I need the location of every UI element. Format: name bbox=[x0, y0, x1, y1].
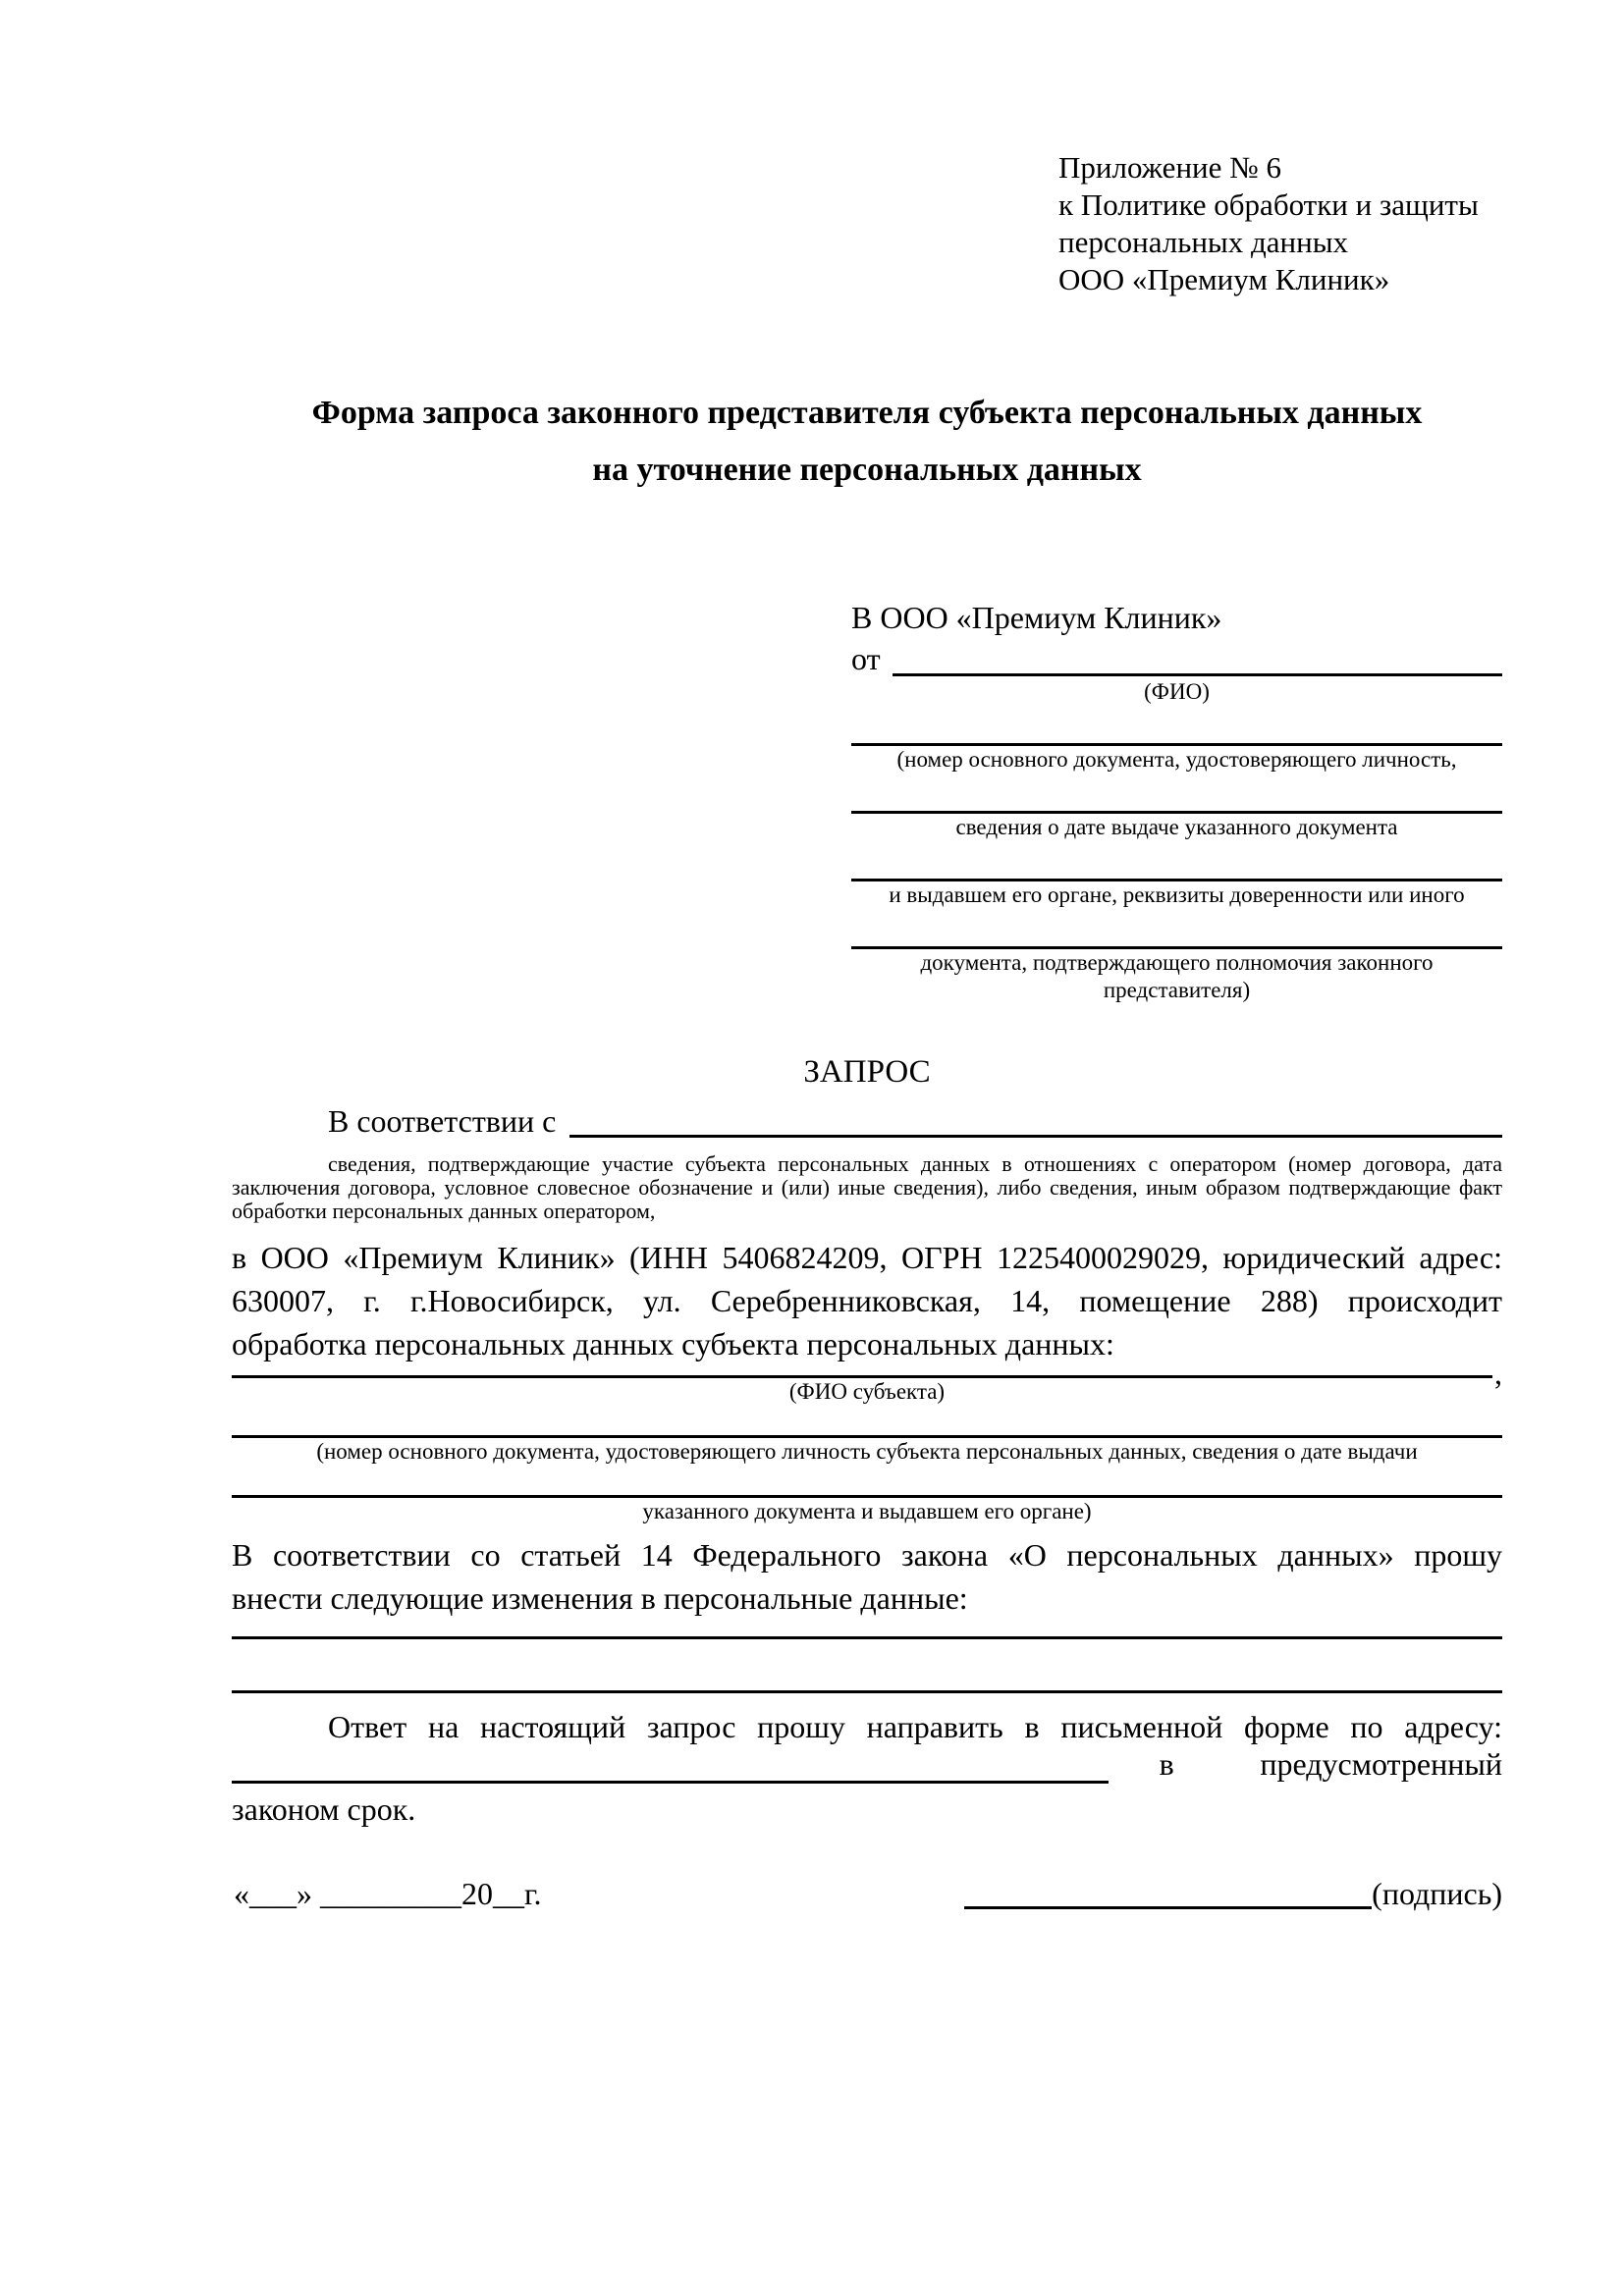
appendix-block bbox=[1058, 149, 1502, 298]
appendix-line: Приложение № 6 bbox=[1058, 150, 1281, 185]
changes-fill-line-2 bbox=[232, 1639, 1502, 1693]
subject-document-fill-line bbox=[232, 1406, 1502, 1438]
fineprint-line: обработки персональных данных оператором, bbox=[232, 1199, 656, 1223]
from-label: от bbox=[851, 641, 881, 676]
article14-paragraph bbox=[232, 1533, 1502, 1620]
reply-address-fill-line bbox=[232, 1748, 1109, 1784]
authority-document-caption: документа, подтверждающего полномочия законного представителя) bbox=[920, 950, 1434, 1002]
operator-line: 630007, г. г.Новосибирск, ул. Серебренниковская, 14, помещение 288) происходит bbox=[232, 1283, 1502, 1318]
issue-date-caption: сведения о дате выдаче указанного документа bbox=[955, 815, 1398, 839]
subject-fio-caption: (ФИО субъекта) bbox=[788, 1379, 946, 1404]
subject-name-comma: , bbox=[1494, 1356, 1502, 1391]
subject-name-row bbox=[232, 1356, 1502, 1391]
operator-line: в ООО «Премиум Клиник» (ИНН 5406824209, ОГРН 1225400029029, юридический адрес: bbox=[232, 1240, 1502, 1275]
appendix-line: к Политике обработки и защиты bbox=[1058, 187, 1479, 222]
from-row bbox=[851, 639, 1502, 678]
issuing-authority-fill-line bbox=[851, 841, 1502, 881]
signature-group bbox=[964, 1874, 1502, 1913]
accordance-fill-line bbox=[569, 1101, 1502, 1138]
appendix-line: ООО «Премиум Клиник» bbox=[1058, 262, 1390, 296]
addressee-to: В ООО «Премиум Клиник» bbox=[851, 600, 1222, 635]
subject-document-caption: (номер основного документа, удостоверяющего личность субъекта персональных данных, сведения о дате выдачи bbox=[316, 1439, 1418, 1464]
document-number-fill-line bbox=[851, 706, 1502, 746]
article14-line: внести следующие изменения в персональные данные: bbox=[232, 1580, 968, 1616]
issue-date-fill-line bbox=[851, 774, 1502, 814]
fineprint-line: сведения, подтверждающие участие субъекта персональных данных в отношениях с оператором (номер договора, дата bbox=[328, 1151, 1502, 1176]
accordance-row bbox=[232, 1101, 1502, 1141]
date-signature-row bbox=[232, 1874, 1502, 1913]
reply-line: Ответ на настоящий запрос прошу направить в письменной форме по адресу: bbox=[328, 1709, 1502, 1744]
reply-word: предусмотренный bbox=[1260, 1746, 1502, 1782]
fineprint-line: заключения договора, условное словесное обозначение и (или) иные сведения), либо сведения, иным образом подтверждающие факт bbox=[232, 1175, 1502, 1200]
authority-document-fill-line bbox=[851, 909, 1502, 949]
addressee-block bbox=[851, 596, 1502, 1004]
changes-fill-line-1 bbox=[232, 1620, 1502, 1639]
reply-word: в bbox=[1159, 1746, 1174, 1782]
article14-line: В соответствии со статьей 14 Федерального закона «О персональных данных» прошу bbox=[232, 1537, 1502, 1573]
reply-line-end: законом срок. bbox=[232, 1791, 416, 1827]
title-line-1: Форма запроса законного представителя субъекта персональных данных bbox=[311, 395, 1423, 431]
fio-caption: (ФИО) bbox=[1144, 679, 1210, 704]
operator-line: обработка персональных данных субъекта персональных данных: bbox=[232, 1326, 1114, 1362]
issuing-authority-caption: и выдавшем его органе, реквизиты доверенности или иного bbox=[889, 882, 1465, 907]
document-number-caption: (номер основного документа, удостоверяющего личность, bbox=[896, 747, 1457, 772]
title-line-2: на уточнение персональных данных bbox=[592, 452, 1142, 488]
signature-caption: (подпись) bbox=[1372, 1876, 1502, 1911]
operator-paragraph bbox=[232, 1236, 1502, 1365]
accordance-label: В соответствии с bbox=[328, 1103, 557, 1139]
request-heading: ЗАПРОС bbox=[803, 1054, 931, 1090]
signature-fill-line bbox=[964, 1874, 1372, 1909]
appendix-line: персональных данных bbox=[1058, 225, 1349, 259]
fineprint-block bbox=[232, 1152, 1502, 1223]
subject-document-issuer-caption: указанного документа и выдавшем его органе) bbox=[642, 1499, 1092, 1523]
subject-document-issuer-fill-line bbox=[232, 1466, 1502, 1498]
representative-name-fill-line bbox=[893, 639, 1502, 676]
reply-address-row bbox=[232, 1748, 1502, 1784]
date-placeholder: «___» _________20__г. bbox=[234, 1876, 542, 1911]
document-title bbox=[232, 385, 1502, 499]
